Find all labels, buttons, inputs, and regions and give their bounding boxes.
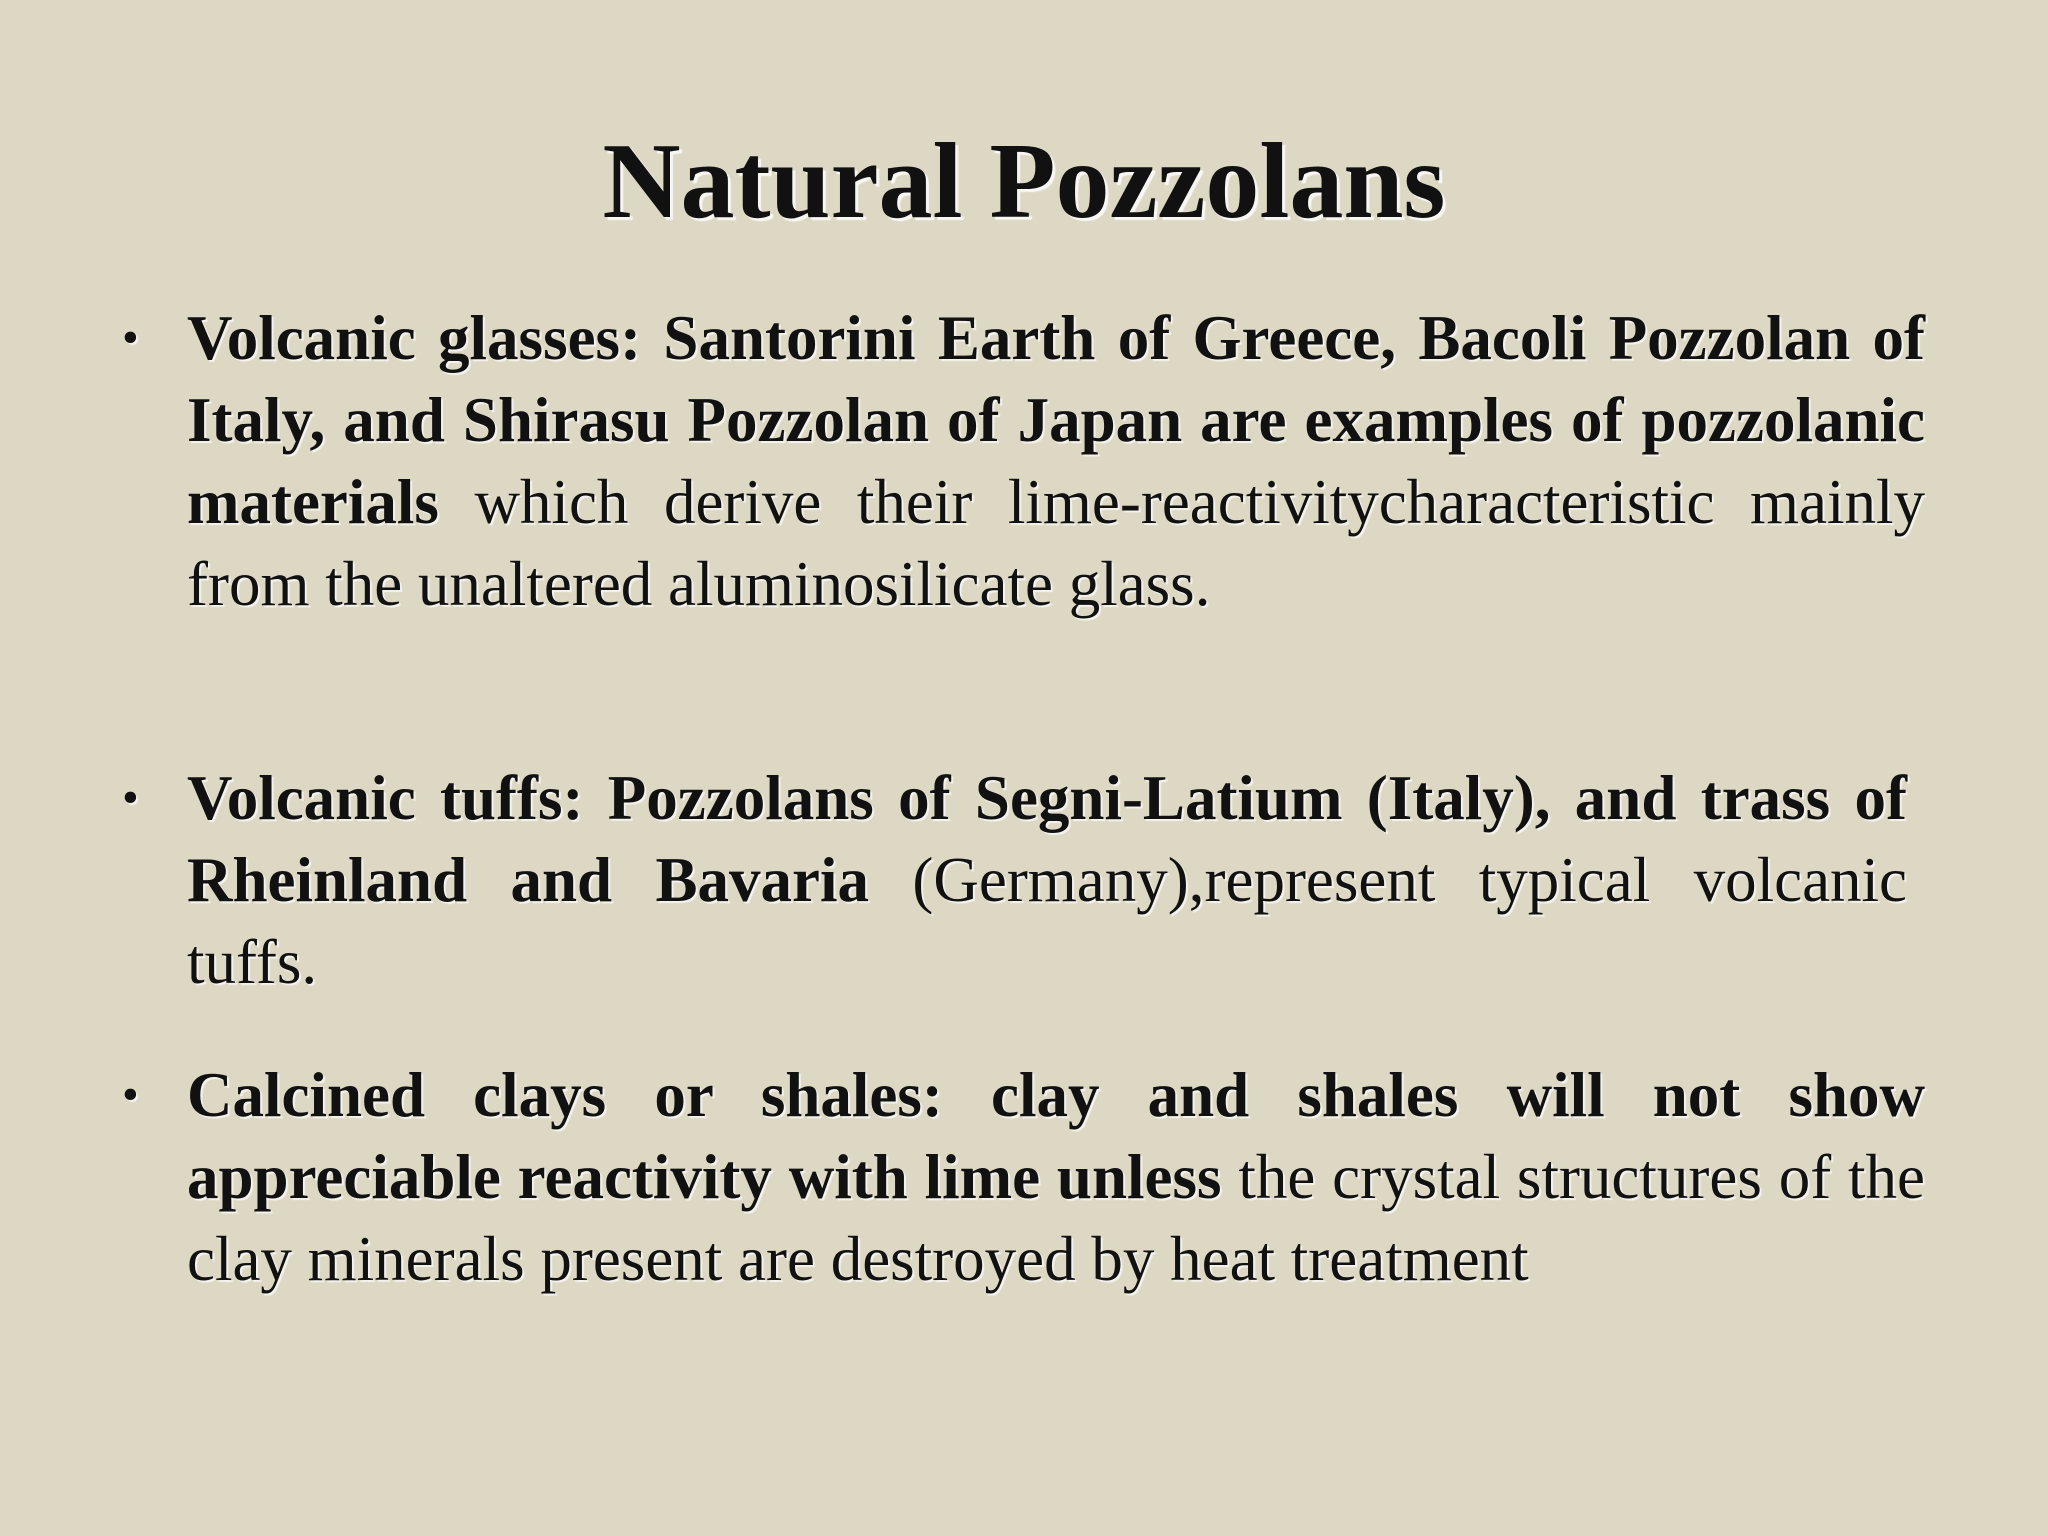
bullet-volcanic-glasses [122, 297, 1925, 625]
bullet-bold-text: Volcanic glasses: Santorini Earth of Greece, Bacoli Pozzolan of Italy, and Shirasu Pozzolan of Japan are examples of pozzolanic materials [187, 303, 1925, 537]
bullet-calcined-clays [122, 1054, 1925, 1300]
slide-title: Natural Pozzolans [602, 122, 1446, 241]
bullet-dot-icon: • [122, 311, 139, 364]
bullet-text: which derive their lime-reactivitycharacteristic mainly from the unaltered aluminosilicate glass. [187, 467, 1925, 619]
bullet-dot-icon: • [122, 1068, 139, 1121]
bullet-text: (Germany),represent typical volcanic tuffs. [187, 845, 1907, 997]
bullet-text: the crystal structures of the clay minerals present are destroyed by heat treatment [187, 1142, 1925, 1294]
bullet-dot-icon: • [122, 771, 139, 824]
bullet-volcanic-tuffs [122, 757, 1907, 1003]
bullet-bold-text: Volcanic tuffs: Pozzolans of Segni-Latium (Italy), and trass of Rheinland and Bavaria [187, 763, 1907, 915]
bullet-bold-text: Calcined clays or shales: clay and shales will not show appreciable reactivity with lime unless [187, 1060, 1925, 1212]
